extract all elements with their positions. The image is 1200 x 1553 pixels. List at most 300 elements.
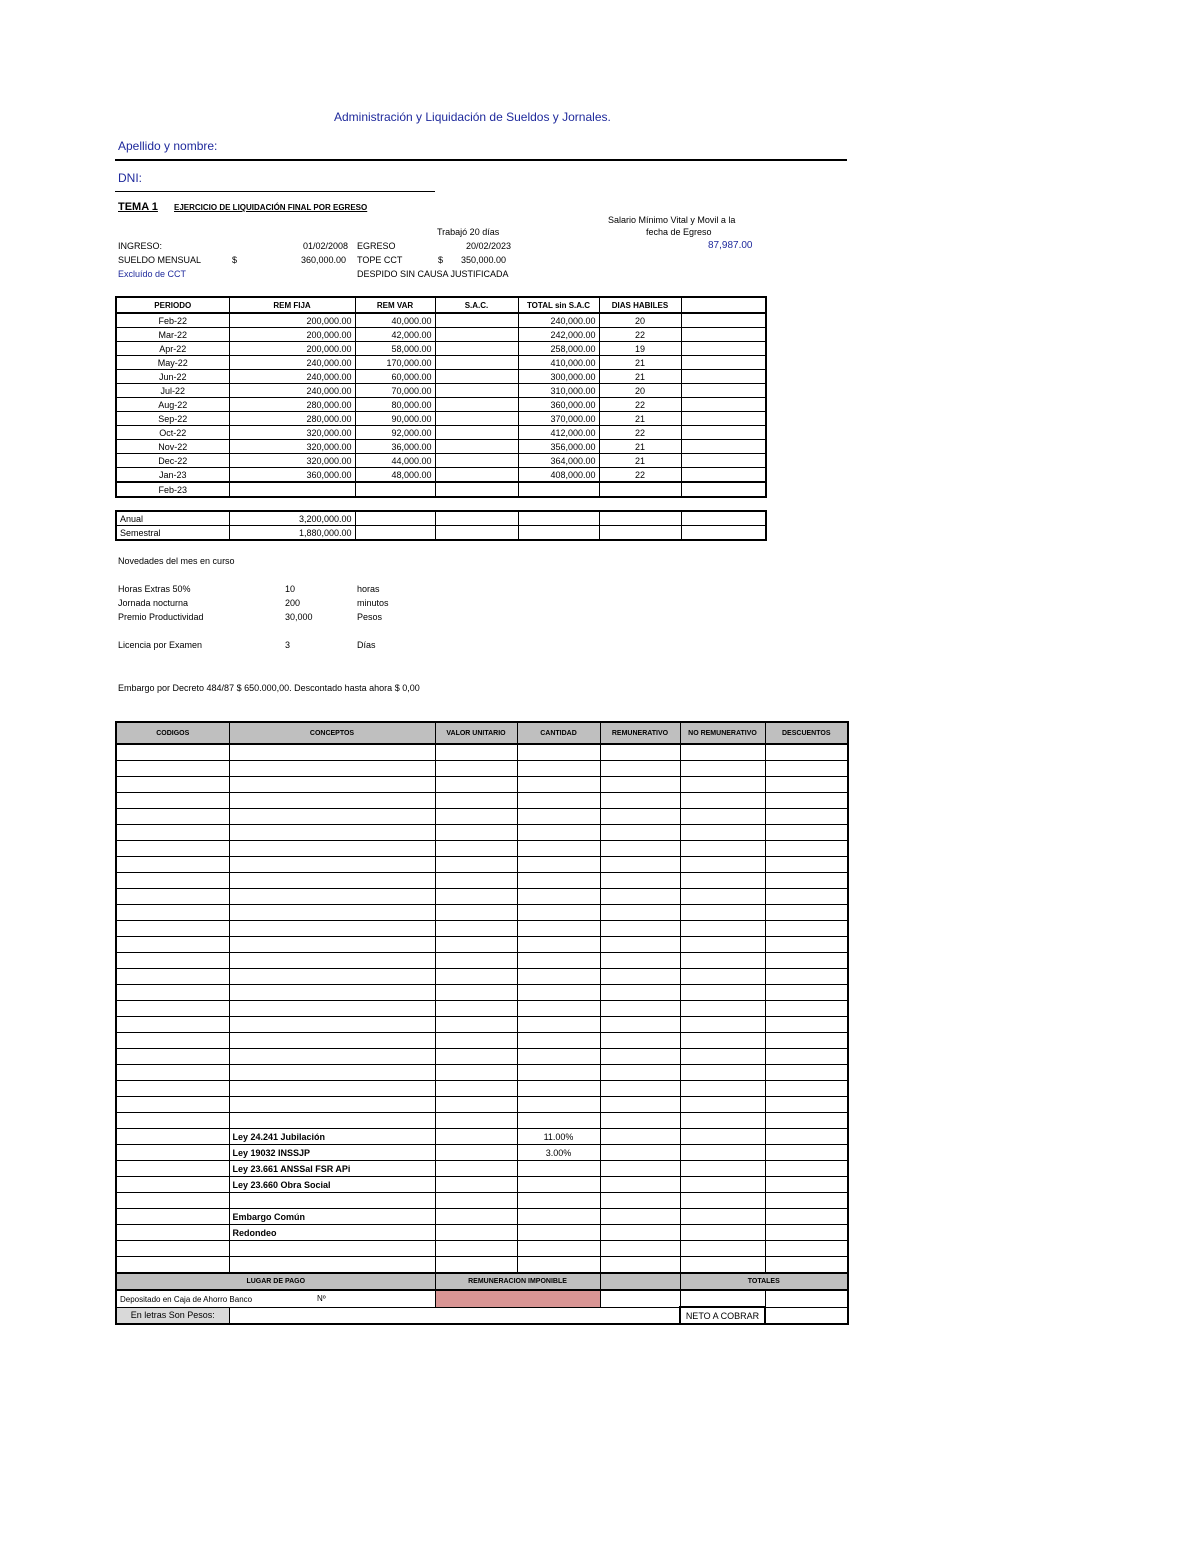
recibo-cell[interactable] <box>116 921 229 937</box>
periodo-cell-rem-var: 48,000.00 <box>355 468 435 483</box>
recibo-cell[interactable] <box>600 1113 680 1129</box>
recibo-cell[interactable] <box>229 969 435 985</box>
recibo-cell[interactable] <box>600 1001 680 1017</box>
recibo-cell[interactable] <box>116 1257 229 1274</box>
recibo-cell[interactable] <box>517 1065 600 1081</box>
recibo-cell[interactable] <box>116 1193 229 1209</box>
recibo-summary-header <box>116 1273 848 1290</box>
recibo-cell[interactable] <box>435 873 517 889</box>
recibo-cell[interactable] <box>600 953 680 969</box>
recibo-cell[interactable] <box>517 985 600 1001</box>
recibo-cell[interactable] <box>600 1017 680 1033</box>
periodo-cell-extra <box>681 370 766 384</box>
recibo-cell[interactable] <box>517 793 600 809</box>
recibo-cell[interactable] <box>116 1225 229 1241</box>
recibo-cell[interactable] <box>765 905 848 921</box>
recibo-cell[interactable] <box>229 857 435 873</box>
recibo-cell[interactable] <box>229 1097 435 1113</box>
recibo-row <box>116 744 848 761</box>
recibo-cell[interactable] <box>765 1225 848 1241</box>
recibo-cell[interactable] <box>600 1081 680 1097</box>
recibo-cell[interactable] <box>600 969 680 985</box>
recibo-cell[interactable] <box>680 873 765 889</box>
recibo-cell[interactable] <box>435 841 517 857</box>
recibo-cell[interactable] <box>435 1065 517 1081</box>
recibo-concept-row <box>116 1241 848 1257</box>
periodo-cell-extra <box>681 454 766 468</box>
recibo-cell[interactable] <box>765 825 848 841</box>
no-remunerativo-total[interactable] <box>680 1290 765 1307</box>
recibo-cell[interactable] <box>765 761 848 777</box>
recibo-cell[interactable] <box>600 1241 680 1257</box>
periodo-cell-periodo: Jan-23 <box>116 468 229 483</box>
periodo-cell-sac <box>435 412 518 426</box>
periodo-cell-extra <box>681 412 766 426</box>
neto-row <box>116 1307 848 1324</box>
concepto-cell[interactable]: Redondeo <box>229 1225 435 1241</box>
recibo-cell[interactable] <box>116 1033 229 1049</box>
periodo-cell-rem-var: 40,000.00 <box>355 313 435 328</box>
periodo-row <box>116 412 766 426</box>
descuentos-total[interactable] <box>765 1290 848 1307</box>
recibo-cell[interactable] <box>765 809 848 825</box>
periodo-row <box>116 482 766 497</box>
recibo-cell[interactable] <box>765 1065 848 1081</box>
recibo-cell[interactable] <box>765 873 848 889</box>
recibo-cell[interactable] <box>680 793 765 809</box>
periodo-cell-dias: 20 <box>599 384 681 398</box>
recibo-cell[interactable] <box>600 1097 680 1113</box>
recibo-cell[interactable] <box>435 937 517 953</box>
recibo-cell[interactable] <box>680 1129 765 1145</box>
recibo-cell[interactable] <box>765 1241 848 1257</box>
recibo-cell[interactable] <box>600 1129 680 1145</box>
recibo-cell[interactable] <box>229 889 435 905</box>
recibo-cell[interactable] <box>765 777 848 793</box>
recibo-cell[interactable] <box>765 1017 848 1033</box>
recibo-cell[interactable] <box>116 744 229 761</box>
recibo-cell[interactable] <box>680 1065 765 1081</box>
recibo-cell[interactable] <box>765 1033 848 1049</box>
recibo-cell[interactable] <box>435 1129 517 1145</box>
recibo-cell[interactable] <box>517 1017 600 1033</box>
recibo-cell[interactable] <box>517 857 600 873</box>
periodo-cell-rem-fija: 280,000.00 <box>229 398 355 412</box>
recibo-cell[interactable] <box>517 969 600 985</box>
recibo-cell[interactable] <box>229 985 435 1001</box>
recibo-cell[interactable] <box>435 1017 517 1033</box>
recibo-cell[interactable] <box>517 1257 600 1274</box>
recibo-cell[interactable] <box>116 761 229 777</box>
recibo-cell[interactable] <box>765 793 848 809</box>
periodo-cell-rem-fija: 200,000.00 <box>229 342 355 356</box>
recibo-cell[interactable] <box>435 1241 517 1257</box>
tope-label: TOPE CCT <box>357 255 403 265</box>
recibo-cell[interactable] <box>116 1081 229 1097</box>
recibo-cell[interactable] <box>680 761 765 777</box>
recibo-cell[interactable] <box>116 1129 229 1145</box>
recibo-cell[interactable] <box>600 937 680 953</box>
recibo-cell[interactable] <box>435 1193 517 1209</box>
recibo-cell[interactable] <box>517 1081 600 1097</box>
recibo-cell[interactable] <box>600 825 680 841</box>
recibo-cell[interactable] <box>765 1257 848 1274</box>
recibo-cell[interactable] <box>517 1161 600 1177</box>
recibo-cell[interactable] <box>435 889 517 905</box>
periodo-row <box>116 328 766 342</box>
periodo-cell-sac <box>435 482 518 497</box>
concepto-cell[interactable]: Ley 19032 INSSJP <box>229 1145 435 1161</box>
periodo-cell-rem-var: 36,000.00 <box>355 440 435 454</box>
recibo-cell[interactable] <box>435 1049 517 1065</box>
novedad-value: 30,000 <box>285 612 313 622</box>
recibo-cell[interactable] <box>517 841 600 857</box>
recibo-cell[interactable] <box>765 889 848 905</box>
recibo-cell[interactable] <box>435 744 517 761</box>
periodo-cell-total: 240,000.00 <box>518 313 599 328</box>
periodo-row <box>116 356 766 370</box>
recibo-cell[interactable] <box>765 969 848 985</box>
recibo-cell[interactable] <box>517 1097 600 1113</box>
total-periodo-row <box>116 511 766 526</box>
en-letras-value[interactable] <box>229 1307 680 1324</box>
col-conceptos: CONCEPTOS <box>229 722 435 744</box>
recibo-cell[interactable] <box>116 841 229 857</box>
concepto-cell[interactable]: Ley 24.241 Jubilación <box>229 1129 435 1145</box>
recibo-cell[interactable] <box>116 857 229 873</box>
recibo-cell[interactable] <box>600 1033 680 1049</box>
recibo-cell[interactable] <box>435 953 517 969</box>
recibo-cell[interactable] <box>765 744 848 761</box>
recibo-cell[interactable] <box>600 1145 680 1161</box>
recibo-cell[interactable] <box>600 744 680 761</box>
recibo-cell[interactable] <box>116 825 229 841</box>
recibo-cell[interactable] <box>229 841 435 857</box>
recibo-cell[interactable] <box>765 1081 848 1097</box>
recibo-cell[interactable] <box>600 1193 680 1209</box>
recibo-cell[interactable] <box>435 1177 517 1193</box>
recibo-cell[interactable] <box>680 985 765 1001</box>
recibo-cell[interactable] <box>765 1129 848 1145</box>
recibo-cell[interactable] <box>517 809 600 825</box>
recibo-cell[interactable] <box>765 1097 848 1113</box>
recibo-cell[interactable] <box>680 809 765 825</box>
recibo-cell[interactable] <box>435 1225 517 1241</box>
recibo-cell[interactable] <box>116 793 229 809</box>
recibo-cell[interactable] <box>765 1161 848 1177</box>
recibo-cell[interactable] <box>116 937 229 953</box>
egreso-label: EGRESO <box>357 241 396 251</box>
recibo-cell[interactable] <box>680 921 765 937</box>
periodo-cell-dias: 19 <box>599 342 681 356</box>
rem-imponible-value[interactable] <box>435 1290 600 1307</box>
recibo-cell[interactable] <box>680 777 765 793</box>
recibo-cell[interactable] <box>435 1001 517 1017</box>
recibo-cell[interactable] <box>517 1113 600 1129</box>
recibo-cell[interactable] <box>116 985 229 1001</box>
recibo-cell[interactable] <box>517 1001 600 1017</box>
recibo-cell[interactable] <box>517 1241 600 1257</box>
recibo-cell[interactable] <box>517 873 600 889</box>
recibo-cell[interactable] <box>435 825 517 841</box>
concepto-cell[interactable]: Embargo Común <box>229 1209 435 1225</box>
total-periodo-cell <box>599 526 681 541</box>
recibo-cell[interactable] <box>680 841 765 857</box>
recibo-cell[interactable] <box>765 1049 848 1065</box>
recibo-cell[interactable] <box>765 937 848 953</box>
concepto-cell[interactable] <box>229 1193 435 1209</box>
recibo-row <box>116 953 848 969</box>
recibo-cell[interactable] <box>116 1241 229 1257</box>
periodo-cell-rem-fija: 320,000.00 <box>229 440 355 454</box>
recibo-cell[interactable] <box>680 1113 765 1129</box>
deposito-cell <box>116 1290 435 1307</box>
page-title: Administración y Liquidación de Sueldos y Jornales. <box>334 110 611 124</box>
total-periodo-cell <box>355 511 435 526</box>
recibo-cell[interactable] <box>229 793 435 809</box>
total-periodo-cell <box>681 526 766 541</box>
recibo-cell[interactable] <box>680 1225 765 1241</box>
recibo-cell[interactable] <box>765 953 848 969</box>
recibo-cell[interactable] <box>765 1177 848 1193</box>
recibo-cell[interactable] <box>229 1049 435 1065</box>
recibo-cell[interactable] <box>116 889 229 905</box>
recibo-cell[interactable] <box>765 985 848 1001</box>
recibo-cell[interactable] <box>680 1161 765 1177</box>
recibo-cell[interactable] <box>435 1161 517 1177</box>
recibo-cell[interactable] <box>765 1209 848 1225</box>
name-divider <box>115 159 847 161</box>
recibo-cell[interactable] <box>116 969 229 985</box>
recibo-cell[interactable] <box>600 809 680 825</box>
periodo-cell-periodo: Dec-22 <box>116 454 229 468</box>
recibo-cell[interactable] <box>680 905 765 921</box>
recibo-cell[interactable] <box>116 1209 229 1225</box>
periodo-row <box>116 398 766 412</box>
recibo-cell[interactable] <box>600 1049 680 1065</box>
recibo-cell[interactable] <box>116 1017 229 1033</box>
recibo-cell[interactable] <box>435 857 517 873</box>
recibo-cell[interactable] <box>600 1209 680 1225</box>
recibo-cell[interactable] <box>600 841 680 857</box>
recibo-cell[interactable] <box>229 905 435 921</box>
recibo-header-row <box>116 722 848 744</box>
recibo-cell[interactable] <box>116 1177 229 1193</box>
recibo-cell[interactable] <box>600 857 680 873</box>
recibo-cell[interactable] <box>517 1193 600 1209</box>
recibo-cell[interactable] <box>517 905 600 921</box>
recibo-cell[interactable] <box>765 1113 848 1129</box>
novedad-value: 3 <box>285 640 291 650</box>
periodo-cell-periodo: Feb-23 <box>116 482 229 497</box>
recibo-cell[interactable] <box>435 1097 517 1113</box>
recibo-row <box>116 1113 848 1129</box>
periodo-cell-rem-fija: 240,000.00 <box>229 370 355 384</box>
recibo-cell[interactable] <box>600 793 680 809</box>
recibo-cell[interactable] <box>116 873 229 889</box>
recibo-cell[interactable] <box>680 1209 765 1225</box>
recibo-cell[interactable] <box>765 1145 848 1161</box>
recibo-cell[interactable] <box>435 921 517 937</box>
recibo-cell[interactable] <box>517 889 600 905</box>
neto-label: NETO A COBRAR <box>680 1307 765 1324</box>
recibo-cell[interactable] <box>435 1033 517 1049</box>
recibo-cell[interactable] <box>765 1001 848 1017</box>
recibo-cell[interactable] <box>517 1225 600 1241</box>
recibo-cell[interactable] <box>435 1145 517 1161</box>
recibo-cell[interactable] <box>680 1033 765 1049</box>
recibo-cell[interactable] <box>435 1209 517 1225</box>
recibo-cell[interactable] <box>229 777 435 793</box>
recibo-cell[interactable] <box>116 1001 229 1017</box>
recibo-cell[interactable] <box>435 809 517 825</box>
recibo-cell[interactable] <box>229 825 435 841</box>
recibo-cell[interactable] <box>680 1049 765 1065</box>
concepto-cell[interactable] <box>229 1241 435 1257</box>
novedad-value: 200 <box>285 598 301 608</box>
recibo-cell[interactable] <box>765 857 848 873</box>
recibo-cell[interactable] <box>680 1257 765 1274</box>
recibo-cell[interactable] <box>435 905 517 921</box>
recibo-cell[interactable] <box>229 1033 435 1049</box>
recibo-cell[interactable] <box>680 937 765 953</box>
recibo-cell[interactable] <box>116 1145 229 1161</box>
smvm-value: 87,987.00 <box>708 240 753 251</box>
recibo-cell[interactable] <box>517 1049 600 1065</box>
recibo-cell[interactable] <box>517 1033 600 1049</box>
recibo-cell[interactable] <box>229 1081 435 1097</box>
periodo-cell-total: 370,000.00 <box>518 412 599 426</box>
recibo-cell[interactable] <box>229 921 435 937</box>
periodo-cell-periodo: Jun-22 <box>116 370 229 384</box>
recibo-cell[interactable] <box>600 889 680 905</box>
recibo-cell[interactable] <box>435 1081 517 1097</box>
recibo-cell[interactable] <box>600 761 680 777</box>
recibo-cell[interactable] <box>435 761 517 777</box>
recibo-cell[interactable] <box>435 985 517 1001</box>
recibo-cell[interactable] <box>116 1113 229 1129</box>
recibo-cell[interactable] <box>680 857 765 873</box>
concepto-cell[interactable] <box>229 1257 435 1274</box>
recibo-cell[interactable] <box>680 1241 765 1257</box>
recibo-cell[interactable] <box>116 905 229 921</box>
periodo-cell-total: 300,000.00 <box>518 370 599 384</box>
total-periodo-label: Anual <box>116 511 229 526</box>
col-valor-unitario: VALOR UNITARIO <box>435 722 517 744</box>
concepto-cell[interactable]: Ley 23.661 ANSSal FSR APi <box>229 1161 435 1177</box>
recibo-cell[interactable] <box>116 1161 229 1177</box>
recibo-cell[interactable] <box>600 905 680 921</box>
recibo-cell[interactable] <box>680 1001 765 1017</box>
recibo-cell[interactable] <box>600 1225 680 1241</box>
recibo-cell[interactable] <box>517 953 600 969</box>
recibo-cell[interactable]: 3.00% <box>517 1145 600 1161</box>
recibo-cell[interactable] <box>517 937 600 953</box>
recibo-cell[interactable] <box>600 1177 680 1193</box>
recibo-cell[interactable]: 11.00% <box>517 1129 600 1145</box>
recibo-cell[interactable] <box>229 1001 435 1017</box>
recibo-cell[interactable] <box>600 1161 680 1177</box>
recibo-cell[interactable] <box>435 793 517 809</box>
remunerativo-total[interactable] <box>600 1290 680 1307</box>
recibo-cell[interactable] <box>229 953 435 969</box>
recibo-cell[interactable] <box>229 1065 435 1081</box>
recibo-cell[interactable] <box>600 1257 680 1274</box>
recibo-cell[interactable] <box>229 873 435 889</box>
recibo-cell[interactable] <box>680 1097 765 1113</box>
recibo-cell[interactable] <box>765 1193 848 1209</box>
recibo-cell[interactable] <box>517 761 600 777</box>
recibo-cell[interactable] <box>680 1081 765 1097</box>
periodo-cell-sac <box>435 426 518 440</box>
recibo-cell[interactable] <box>600 921 680 937</box>
novedad-value: 10 <box>285 584 296 594</box>
recibo-cell[interactable] <box>116 777 229 793</box>
neto-value[interactable] <box>765 1307 848 1324</box>
recibo-cell[interactable] <box>517 1177 600 1193</box>
recibo-cell[interactable] <box>680 825 765 841</box>
recibo-cell[interactable] <box>435 1113 517 1129</box>
recibo-cell[interactable] <box>517 921 600 937</box>
recibo-cell[interactable] <box>116 1065 229 1081</box>
recibo-cell[interactable] <box>517 777 600 793</box>
recibo-cell[interactable] <box>517 825 600 841</box>
recibo-row <box>116 889 848 905</box>
recibo-cell[interactable] <box>435 777 517 793</box>
recibo-cell[interactable] <box>680 1145 765 1161</box>
recibo-cell[interactable] <box>680 969 765 985</box>
concepto-cell[interactable]: Ley 23.660 Obra Social <box>229 1177 435 1193</box>
recibo-cell[interactable] <box>765 841 848 857</box>
recibo-cell[interactable] <box>229 744 435 761</box>
recibo-cell[interactable] <box>517 744 600 761</box>
recibo-cell[interactable] <box>116 953 229 969</box>
recibo-row <box>116 905 848 921</box>
recibo-cell[interactable] <box>600 985 680 1001</box>
recibo-cell[interactable] <box>229 809 435 825</box>
total-periodo-cell <box>518 526 599 541</box>
nro-label: Nº <box>317 1293 326 1303</box>
recibo-cell[interactable] <box>600 777 680 793</box>
recibo-cell[interactable] <box>680 1177 765 1193</box>
recibo-cell[interactable] <box>229 1113 435 1129</box>
recibo-cell[interactable] <box>600 873 680 889</box>
recibo-cell[interactable] <box>680 744 765 761</box>
recibo-cell[interactable] <box>116 1049 229 1065</box>
recibo-cell[interactable] <box>229 761 435 777</box>
recibo-cell[interactable] <box>680 953 765 969</box>
recibo-cell[interactable] <box>229 937 435 953</box>
periodo-cell-periodo: Jul-22 <box>116 384 229 398</box>
rem-imponible-label: REMUNERACION IMPONIBLE <box>435 1273 600 1290</box>
recibo-cell[interactable] <box>517 1209 600 1225</box>
periodo-cell-sac <box>435 313 518 328</box>
recibo-cell[interactable] <box>116 809 229 825</box>
recibo-cell[interactable] <box>680 1193 765 1209</box>
periodo-cell-rem-var: 60,000.00 <box>355 370 435 384</box>
recibo-row <box>116 1049 848 1065</box>
periodo-cell-rem-var: 90,000.00 <box>355 412 435 426</box>
recibo-cell[interactable] <box>680 1017 765 1033</box>
recibo-cell[interactable] <box>435 969 517 985</box>
recibo-cell[interactable] <box>680 889 765 905</box>
recibo-cell[interactable] <box>765 921 848 937</box>
recibo-cell[interactable] <box>116 1097 229 1113</box>
recibo-cell[interactable] <box>229 1017 435 1033</box>
recibo-cell[interactable] <box>435 1257 517 1274</box>
tema-label: TEMA 1 <box>118 201 158 213</box>
recibo-cell[interactable] <box>600 1065 680 1081</box>
